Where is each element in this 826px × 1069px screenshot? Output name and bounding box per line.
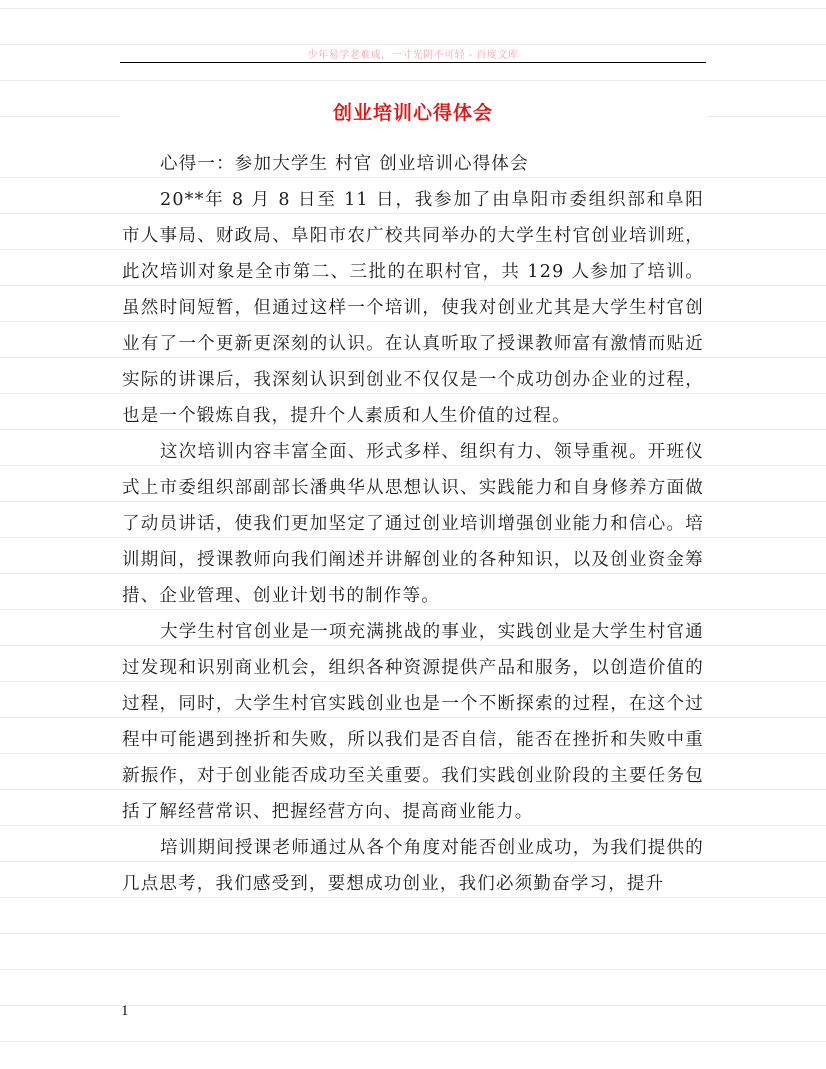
running-header: 少年易学老难成，一寸光阴不可轻 - 百度文库 [120, 46, 706, 61]
section-heading: 心得一：参加大学生 村官 创业培训心得体会 [160, 154, 529, 174]
document-body [122, 146, 704, 902]
header-rule [120, 62, 706, 63]
page-number: 1 [121, 1003, 129, 1019]
paragraph: 这次培训内容丰富全面、形式多样、组织有力、领导重视。开班仪式上市委组织部副部长潘典华从思想认识、实践能力和自身修养方面做了动员讲话，使我们更加坚定了通过创业培训增强创业能力和信心。培训期间，授课教师向我们阐述并讲解创业的各种知识，以及创业资金筹措、企业管理、创业计划书的制作等。 [122, 442, 704, 606]
document-title: 创业培训心得体会 [120, 98, 706, 125]
paragraph: 20**年 8 月 8 日至 11 日，我参加了由阜阳市委组织部和阜阳市人事局、财政局、阜阳市农广校共同举办的大学生村官创业培训班，此次培训对象是全市第二、三批的在职村官，共 129 人参加了培训。虽然时间短暂，但通过这样一个培训，使我对创业尤其是大学生村官创业有了一个更新更深刻的认识。在认真听取了授课教师富有激情而贴近实际的讲课后，我深刻认识到创业不仅仅是一个成功创办企业的过程，也是一个锻炼自我，提升个人素质和人生价值的过程。 [122, 190, 704, 426]
paragraph: 培训期间授课老师通过从各个角度对能否创业成功，为我们提供的几点思考，我们感受到，要想成功创业，我们必须勤奋学习，提升 [122, 838, 704, 894]
paragraph: 大学生村官创业是一项充满挑战的事业，实践创业是大学生村官通过发现和识别商业机会，组织各种资源提供产品和服务，以创造价值的过程，同时，大学生村官实践创业也是一个不断探索的过程，在这个过程中可能遇到挫折和失败，所以我们是否自信，能否在挫折和失败中重新振作，对于创业能否成功至关重要。我们实践创业阶段的主要任务包括了解经营常识、把握经营方向、提高商业能力。 [122, 622, 704, 822]
